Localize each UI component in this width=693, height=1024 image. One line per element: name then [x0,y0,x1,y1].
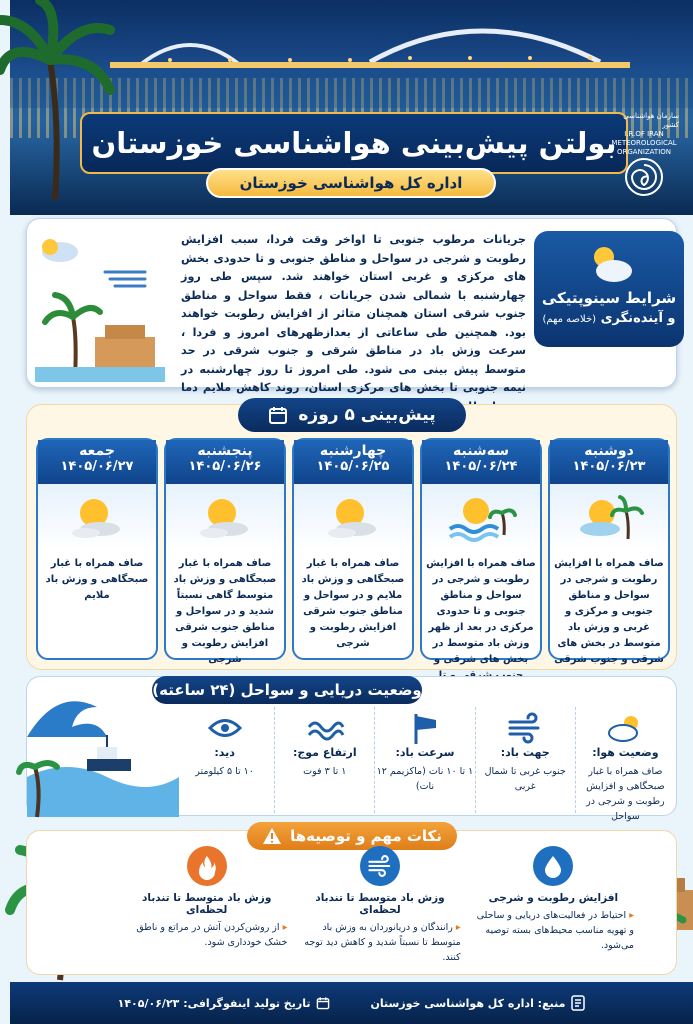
marine-value: ۱ تا ۳ فوت [303,766,347,777]
eye-icon [208,717,242,739]
droplet-icon [543,854,563,878]
marine-columns [175,707,675,822]
cloud-sun-icon [605,713,645,743]
tip-text: ▸ رانندگان و دریانوردان به وزش باد متوسط تا نسبتاً شدید و کاهش دید توجه کنند. [299,920,460,965]
tip-item [120,846,293,966]
synoptic-subtitle [534,311,684,326]
tip-icon-circle [187,846,227,886]
footer-date-text: تاریخ تولید اینفوگرافی: ۱۴۰۵/۰۶/۲۳ [117,996,311,1010]
forecast-date: ۱۴۰۵/۰۶/۲۷ [60,459,134,474]
tip-item [293,846,466,966]
forecast-card [420,438,542,665]
windsock-icon [410,712,440,744]
tip-icon-circle [360,846,400,886]
sun-sea-icon [446,489,516,545]
calendar-icon [268,405,288,425]
forecast-day: چهارشنبه [319,443,387,459]
wind-icon [508,714,542,742]
spiral-logo-icon [624,157,664,197]
forecast-card-header [294,440,412,484]
footer-source [370,995,585,1011]
desert-palm-illustration [35,227,165,382]
forecast-desc: صاف همراه با غبار صبحگاهی و وزش باد ملایم [45,558,149,601]
forecast-card [548,438,670,665]
forecast-card [36,438,158,660]
forecast-icon-wrap [166,484,284,550]
logo-text-en2: METEOROLOGICAL [611,139,677,147]
marine-label: دید: [214,746,235,759]
forecast-cards [34,438,670,665]
forecast-desc: صاف همراه با غبار صبحگاهی و وزش باد متوسط گاهی نسبتاً شدید و در سواحل و مناطق جنوب شرقی افزایش رطوبت و شرجی [173,558,277,665]
tip-title: افزایش رطوبت و شرجی [488,892,619,904]
warning-icon [262,827,282,845]
forecast-date: ۱۴۰۵/۰۶/۲۶ [188,459,262,474]
calendar-icon [316,996,330,1010]
logo-text-fa: سازمان هواشناسی کشور [623,112,679,129]
marine-label: ارتفاع موج: [292,746,357,759]
forecast-day: دوشنبه [584,443,634,459]
forecast-icon-wrap [422,484,540,550]
forecast-card-header [422,440,540,484]
synoptic-note: (خلاصه مهم) [542,314,597,325]
forecast-date: ۱۴۰۵/۰۶/۲۳ [572,459,646,474]
forecast-card [164,438,286,665]
marine-value: ۱ تا ۱۰ نات (ماکزیمم ۱۲ نات) [376,766,474,792]
marine-item [374,707,474,813]
marine-label: سرعت باد: [395,746,455,759]
wind-icon [368,856,392,876]
forecast-day: پنجشنبه [197,443,253,459]
forecast-day: سه‌شنبه [453,443,509,459]
marine-value: صاف همراه با غبار صبحگاهی و افزایش رطوبت و شرجی در سواحل [586,766,665,822]
forecast-card-header [550,440,668,484]
subtitle-pill: اداره کل هواشناسی خوزستان [206,168,496,198]
sun-cloud-icon [584,241,634,285]
synoptic-subtitle-text: و آینده‌نگری [600,311,676,326]
forecast-title: پیش‌بینی ۵ روزه [298,405,436,425]
forecast-card-header [166,440,284,484]
marine-item [475,707,575,813]
marine-label: وضعیت هوا: [592,746,659,759]
forecast-desc: صاف همراه با افزایش رطوبت و شرجی در سواحل و مناطق جنوبی و مرکزی و غربی و وزش باد متوسط در بخش های شرقی و جنوب شرقی [554,558,664,665]
tip-item [467,846,640,966]
marine-label: جهت باد: [500,746,550,759]
synoptic-text: جریانات مرطوب جنوبی تا اواخر وقت فردا، سبب افزایش رطوبت و شرجی در سواحل و مناطق جنوبی و تا حدودی بخش های مرکزی و غربی استان خواهند شد. سپس طی روز چهارشنبه با شمالی شدن جریانات ، فقط سواحل و مناطق جنوب شرقی استان همچنان متاثر از افزایش رطوبت خواهند بود. همچنین طی ساعاتی از بعدازظهرهای امروز و فردا ، سرعت وزش باد در مناطق شرقی و جنوب شرقی در حد متوسط پیش بینی می شود. طی امروز تا روز چهارشنبه در نیمه جنوبی تا بخش های مرکزی استان، روند کاهش ملایم دما [181,233,526,394]
forecast-card [292,438,414,660]
met-logo [609,112,679,192]
tips-title: نکات مهم و توصیه‌ها [290,827,442,845]
footer-source-text: منبع: اداره کل هواشناسی خوزستان [370,996,566,1010]
marine-heading: وضعیت دریایی و سواحل (۲۴ ساعته) [152,676,422,704]
title-box [80,112,628,174]
tip-title: وزش باد متوسط تا تندباد لحظه‌ای [142,892,272,916]
sun-cloud-icon [190,489,260,545]
synoptic-section [26,218,677,394]
marine-value: ۱۰ تا ۵ کیلومتر [195,766,254,777]
forecast-icon-wrap [294,484,412,550]
wave-height-icon [307,715,343,741]
forecast-card-header [38,440,156,484]
forecast-desc: صاف همراه با افزایش رطوبت و شرجی در سواحل و مناطق جنوبی و تا حدودی مرکزی در بعد از ظهر وزش باد متوسط در بخش های شرقی و [426,558,536,665]
tip-text: ▸ از روشن‌کردن آتش در مراتع و ناطق خشک خودداری شود. [126,920,287,950]
document-icon [571,995,585,1011]
logo-text-en1: I.R.OF IRAN [624,130,664,138]
marine-item [175,707,274,813]
forecast-icon-wrap [550,484,668,550]
footer-date [118,996,331,1010]
forecast-desc: صاف همراه با غبار صبحگاهی و وزش باد ملایم و در سواحل و مناطق جنوب شرقی افزایش رطوبت و شرجی [301,558,405,649]
tip-title: وزش باد متوسط تا تندباد لحظه‌ای [315,892,445,916]
sun-cloud-icon [318,489,388,545]
marine-item [274,707,374,813]
hero-banner [10,0,693,215]
bulletin-page [10,0,693,1024]
logo-text-en3: ORGANIZATION [617,148,672,156]
tip-text: ▸ احتیاط در فعالیت‌های دریایی و ساحلی و تهویه مناسب محیط‌های بسته توصیه می‌شود. [473,908,634,953]
fire-icon [197,854,217,878]
marine-value: جنوب غربی تا شمال غربی [484,766,566,792]
tip-icon-circle [533,846,573,886]
footer [10,982,693,1024]
forecast-date: ۱۴۰۵/۰۶/۲۵ [316,459,390,474]
sun-palm-icon [574,489,644,545]
forecast-day: جمعه [79,443,115,459]
synoptic-title: شرایط سینوپتیکی [541,289,677,307]
tips-row [120,846,640,966]
sun-cloud-icon [62,489,132,545]
page-title: بولتن پیش‌بینی هواشناسی خوزستان [91,126,617,160]
synoptic-label [534,231,684,347]
marine-item [575,707,675,822]
forecast-date: ۱۴۰۵/۰۶/۲۴ [444,459,518,474]
forecast-heading [238,398,466,432]
forecast-icon-wrap [38,484,156,550]
